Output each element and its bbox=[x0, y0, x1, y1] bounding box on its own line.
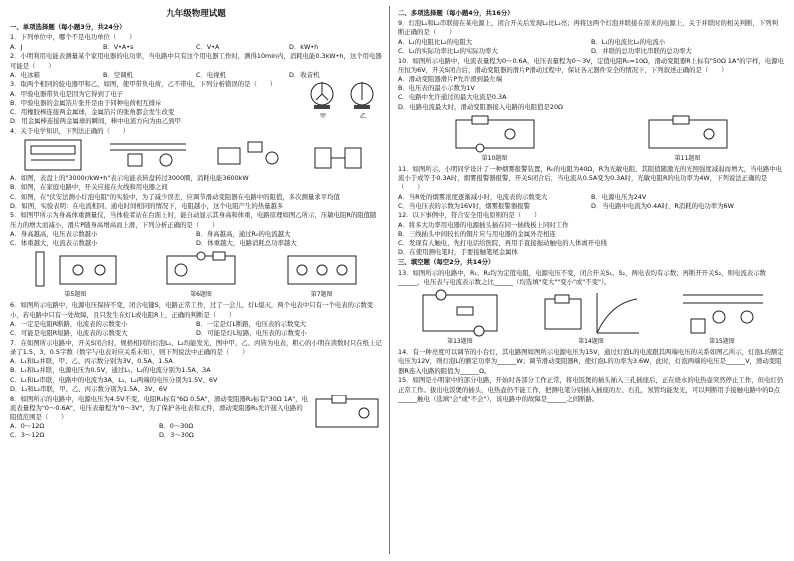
figure-10 bbox=[450, 114, 540, 163]
option: A．甲验电器带负电是因为它得到了电子 bbox=[10, 89, 124, 98]
question-stem: 11．如图所示，小明同学设计了一种烟雾报警装置，R₀的电阻为40Ω，R为光敏电阻，其阻值随激光的光照强度减弱而增大，当电路中电流小于或等于0.3A时，烟雾报警器报警，开关S闭合后，当电流从0.5A变为0.3A时，光敏电阻R的电功率为4W，下列说法正确的是（ ） bbox=[398, 164, 783, 192]
question-stem: 1．下列单位中，哪个不是电功单位（ ） bbox=[10, 33, 136, 42]
option: C．发现有人触电，先打电话给医院，再用手直接拖动触电的人体离开电线 bbox=[398, 239, 607, 248]
option: C．3～12Ω bbox=[10, 431, 45, 440]
option: B．空调机 bbox=[103, 70, 133, 79]
figure-6 bbox=[161, 250, 241, 299]
options bbox=[10, 357, 382, 394]
electroscope-figure bbox=[304, 80, 382, 120]
option: C．可能是电阻R短路，电流表的示数变大 bbox=[10, 329, 128, 338]
option: C．当电压表的示数为16V时，烟雾报警器报警 bbox=[398, 201, 530, 210]
options bbox=[10, 230, 382, 248]
options bbox=[10, 43, 382, 52]
option: C．电路中允许通过的最大电流是0.3A bbox=[398, 93, 507, 102]
option: D．电路电流最大时，滑动变阻器接入电路的电阻值是20Ω bbox=[398, 102, 563, 111]
option: A．L₁和L₂并联，甲、乙、丙示数分别为3V、0.5A、1.5A bbox=[10, 357, 173, 366]
height-scale-circuit bbox=[30, 250, 120, 290]
question-6 bbox=[10, 301, 382, 338]
option: B．L₁的电流比L₂的电流小 bbox=[591, 37, 666, 46]
option: D．L₁和L₂串联，甲、乙、丙示数分别为1.5A、3V、6V bbox=[10, 384, 168, 393]
option: A．一定是电阻R断路，电流表的示数变小 bbox=[10, 319, 128, 328]
question-4-figures bbox=[10, 138, 382, 172]
lamp-iv-figure bbox=[541, 289, 641, 337]
option: B．一定是灯L断路，电压表的示数变大 bbox=[196, 319, 307, 328]
option: A．当R处的烟雾浓度逐渐减小时，电流表的示数变大 bbox=[398, 192, 548, 201]
option: A．J bbox=[10, 42, 23, 51]
question-5 bbox=[10, 211, 382, 248]
section-single-choice: 一、单项选择题（每小题3分，共24分） bbox=[10, 23, 126, 32]
option: D．可能是灯L短路，电压表的示数变小 bbox=[196, 329, 307, 338]
left-column bbox=[10, 8, 382, 441]
options bbox=[10, 71, 382, 80]
two-switch-circuit bbox=[417, 289, 503, 337]
question-stem: 5．如图甲所示为身高体重测量仪，当体检者站在台面上时，能自动显示其身高和体重，电路原理如图乙所示，压敏电阻R的阻值随压力的增大而减小，滑片P随身高增高而上滑，下列分析正确的是（ ） bbox=[10, 211, 377, 229]
right-column bbox=[398, 8, 784, 405]
electric-meter-figure bbox=[23, 138, 83, 172]
figure-15 bbox=[679, 289, 765, 346]
option: C．电视机 bbox=[196, 70, 227, 79]
figure-caption: 第15题图 bbox=[709, 338, 735, 346]
option: C．体重越大，电流表示数越小 bbox=[10, 239, 98, 248]
question-stem: 8．如图所示的电路中，电源电压为4.5V不变，电阻R₁标有"6Ω 0.5A"，滑动变阻器R₂标有"30Ω 1A"，电流表量程为"0～0.6A"，电压表量程为"0～3V"，为了保护各电表和元件，滑动变阻器R₂允许接入电路的阻值范围是（ ） bbox=[10, 394, 308, 421]
option: D．用金属棒连接两金属球的瞬间，棒中电流方向为由乙到甲 bbox=[10, 117, 182, 126]
question-2 bbox=[10, 52, 382, 80]
option: A．L₁的电阻比L₂的电阻大 bbox=[398, 37, 473, 46]
options bbox=[10, 174, 382, 211]
option: C．如图，在"伏安法测小灯泡电阻"的实验中，为了减少误差，应调节滑动变阻器在电路中的阻值，多次测量求平均值 bbox=[10, 192, 340, 201]
question-8 bbox=[10, 395, 382, 441]
figure-label-b: 乙 bbox=[360, 113, 367, 121]
figures-10-11 bbox=[398, 114, 784, 163]
section-multi-choice: 二、多项选择题（每小题4分，共16分） bbox=[398, 9, 514, 17]
option: D．并联的总功率比串联的总功率大 bbox=[591, 46, 692, 55]
option: C．用橡胶棒连接两金属球，金属箔片的张角都会发生改变 bbox=[10, 108, 175, 117]
question-stem: 10．如图所示电路中，电流表量程为0～0.6A，电压表量程为0～3V，定值电阻R₀=10Ω，滑动变阻器R上标有"50Ω 1A"的字样，电源电压恒为6V，开关S闭合后，滑动变阻器的滑片P滑动过程中，保证各元器件安全的情况下，下列叙述正确的是（ ） bbox=[398, 56, 784, 74]
figure-7 bbox=[282, 250, 362, 299]
question-3 bbox=[10, 80, 382, 126]
question-stem: 12．以下事例中，符合安全用电原则的是（ ） bbox=[398, 211, 541, 220]
figure-caption: 第6题图 bbox=[190, 291, 212, 299]
option: B．甲验电器的金属箔片张开是由于同种电荷相互排斥 bbox=[10, 98, 162, 107]
household-circuit-figure bbox=[108, 138, 188, 172]
figure-14 bbox=[541, 289, 641, 346]
options bbox=[398, 38, 784, 56]
option: A．身高越高，电压表示数越小 bbox=[10, 229, 98, 238]
figure-caption: 第10题图 bbox=[481, 154, 508, 162]
column-divider bbox=[389, 6, 390, 554]
option: D．体重越大，电路消耗总功率越大 bbox=[196, 239, 297, 248]
question-stem: 2．小明利用电能表测量某个家用电器的电功率，当电路中只有这个用电器工作时，测得10min内，消耗电能0.3kW•h，这个用电器可能是（ ） bbox=[10, 52, 382, 70]
option: C．V•A bbox=[196, 42, 220, 51]
figure-caption: 第7题图 bbox=[310, 291, 333, 299]
option: D．kW•h bbox=[289, 42, 319, 51]
question-4 bbox=[10, 127, 382, 211]
option: A．如图，表盘上的"3000r/kW•h"表示电能表转盘转过3000圈，消耗电能3600kW bbox=[10, 174, 249, 183]
options bbox=[10, 422, 308, 440]
question-stem: 9．灯泡L₁和L₂串联接在某电源上，闭合开关后发现L₁比L₂亮；再将这两个灯泡并联接在原来的电源上，关于并联时的相关判断，下列判断正确的是（ ） bbox=[398, 19, 779, 37]
figure-label-a: 甲 bbox=[320, 113, 327, 121]
smoke-alarm-circuit bbox=[643, 114, 733, 154]
figure-caption: 第14题图 bbox=[578, 338, 604, 346]
option: A．将多大功率用电器的电源插头插在同一插线板上同时工作 bbox=[398, 220, 569, 229]
question-15: 15．如图是小明家中的部分电路，开始时各部分工作正常，将电饭煲的插头插入三孔插座后，正在烧水的电热壶突然停止工作，但电灯仍正常工作。拔出电饭煲的插头，电热壶仍不能工作，把测电笔分别插入插座的左、右孔，氖管均能发光，可以判断用手接触电路中的D点______触电（选填"会"或"不会"），该电路中的故障是______之间断路。 bbox=[398, 376, 784, 403]
three-meter-circuit bbox=[282, 250, 362, 290]
question-stem: 6．如图所示电路中，电源电压保持不变，闭合电键S，电路正常工作，过了一会儿，灯L熄灭，两个电表中只有一个电表的示数变小，若电路中只有一处故障，且只发生在灯L或电阻R上，正确的判断是（ ） bbox=[10, 301, 374, 319]
question-stem: 3．取两个相同的验电器甲和乙，如图，使甲带负电荷，乙不带电，下列分析错误的是（ ） bbox=[10, 80, 277, 89]
question-14: 14．有一种亮度可以调节的小台灯，其电路图如图所示电源电压为15V，通过灯泡L的电流跟其两端电压的关系如图乙所示，灯泡L的额定电压为12V，则灯泡L的额定功率为______W；调节滑动变阻器R，使灯泡L的功率为3.6W，此时，灯泡两端的电压是______V，滑动变阻器R连入电路的阻值为______Ω。 bbox=[398, 348, 784, 375]
figure-caption: 第13题图 bbox=[447, 338, 473, 346]
safety-circuit bbox=[450, 114, 540, 154]
option: D．如图，实验表明：在电流相同、通电时间相同的情况下，电阻越小，这个电阻产生的热量越多 bbox=[10, 201, 284, 210]
options bbox=[10, 320, 382, 338]
options bbox=[10, 90, 300, 127]
option: B．L₁和L₂并联，电源电压为0.5V，通过L₁、L₂的电流分别为1.5A、3A bbox=[10, 366, 211, 375]
option: C．L₁和L₂串联，电路中的电流为3A，L₁、L₂两端的电压分别为1.5V、6V bbox=[10, 375, 218, 384]
question-stem: 7．在如图所示电路中，开关S闭合时，规格相同的灯泡L₁、L₂均能发光，图中甲、乙、丙皆为电表，粗心的小明在读数时只在纸上记录了1.5、3、0.5字数（数字与电表对应关系未知），则下列说法中正确的是（ ） bbox=[10, 338, 382, 356]
options bbox=[398, 75, 784, 112]
question-10 bbox=[398, 57, 784, 112]
options bbox=[398, 193, 784, 211]
option: B．V•A•s bbox=[103, 42, 134, 51]
option: D．3～30Ω bbox=[159, 431, 194, 440]
option: B．电压表的最小示数为1V bbox=[398, 84, 475, 93]
option: D．收音机 bbox=[289, 70, 320, 79]
option: A．电冰箱 bbox=[10, 70, 40, 79]
question-9 bbox=[398, 19, 784, 56]
question-13: 13．如图所示的电路中，R₁、R₂均为定值电阻，电源电压不变，闭合开关S₁、S₂，两电表均有示数；再断开开关S₂，则电流表示数______，电压表与电流表示数之比______（均选填"变大""变小"或"不变"）。 bbox=[398, 268, 766, 286]
option: B．电源电压为24V bbox=[591, 192, 647, 201]
option: C．L₁的实际功率比L₂的实际功率大 bbox=[398, 46, 498, 55]
figure-11 bbox=[643, 114, 733, 163]
figure-5 bbox=[30, 250, 120, 299]
option: B．三线插头中间较长的铜片应与用电器的金属外壳相连 bbox=[398, 229, 556, 238]
section-fill-blank: 三、填空题（每空2分，共14分） bbox=[398, 258, 495, 267]
figures-5-7 bbox=[10, 250, 382, 299]
rheostat-circuit bbox=[312, 395, 382, 431]
option: A．滑动变阻器滑片P允许滑到最左端 bbox=[398, 74, 503, 83]
question-11 bbox=[398, 165, 784, 211]
figure-caption: 第5题图 bbox=[64, 291, 87, 299]
question-12 bbox=[398, 211, 784, 257]
option: D．当电路中电流为0.4A时，R消耗的电功率为6W bbox=[591, 201, 734, 210]
voltammetry-figure bbox=[214, 138, 284, 172]
fault-circuit bbox=[161, 250, 241, 290]
option: D．在使用测电笔时，手要接触笔尾金属体 bbox=[398, 248, 518, 257]
question-stem: 4．关于电学知识，下列法正确的（ ） bbox=[10, 126, 130, 135]
figure-13 bbox=[417, 289, 503, 346]
option: B．如图，在家庭电路中，开关应接在火线和用电器之间 bbox=[10, 183, 168, 192]
figure-caption: 第11题图 bbox=[674, 154, 701, 162]
option: A．0～12Ω bbox=[10, 422, 45, 431]
figures-13-15 bbox=[398, 289, 784, 346]
options bbox=[398, 221, 784, 258]
question-1 bbox=[10, 33, 382, 51]
question-7 bbox=[10, 339, 382, 394]
home-wiring-figure bbox=[679, 289, 765, 337]
option: B．0～30Ω bbox=[159, 422, 194, 431]
heating-experiment-figure bbox=[309, 138, 369, 172]
option: B．身高越高，通过R₀的电流越大 bbox=[196, 229, 291, 238]
exam-title: 九年级物理试题 bbox=[166, 9, 226, 19]
